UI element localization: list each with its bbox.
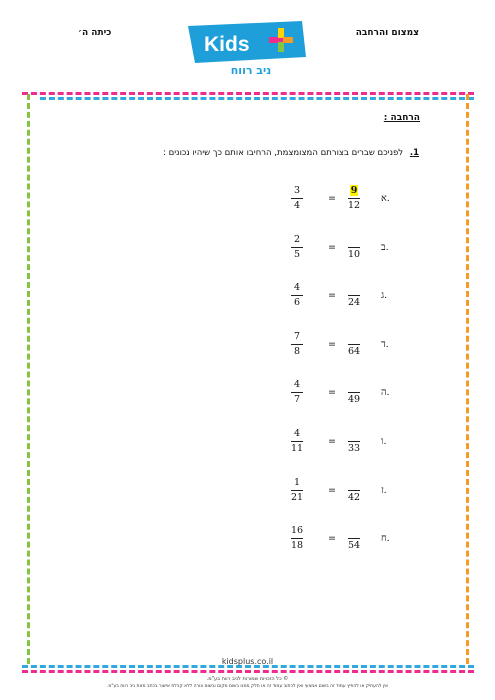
denominator: 18 [290,540,304,552]
exercise-letter: ה. [381,387,390,399]
given-fraction [287,331,307,358]
exercise-letter: ג. [381,290,388,302]
answer-numerator[interactable] [344,525,364,538]
answer-fraction [344,477,364,504]
exercise-row [0,477,495,517]
exercise-row [0,234,495,274]
numerator: 4 [293,428,301,439]
exercise-row [0,331,495,371]
exercise-letter: ח. [381,533,390,545]
section-title: הרחבה : [383,113,420,123]
answer-denominator: 24 [347,297,361,309]
answer-fraction [344,525,364,552]
exercise-letter: א. [381,193,390,204]
denominator: 7 [293,394,301,406]
given-fraction [287,477,307,504]
site-url: kidsplus.co.il [221,657,274,666]
denominator: 4 [293,200,301,211]
border-bottom-pink [22,670,474,673]
denominator: 8 [293,345,301,357]
answer-denominator: 33 [347,443,361,454]
answer-denominator: 12 [347,200,361,211]
equals-sign: = [328,436,336,447]
given-fraction [287,185,307,212]
denominator: 11 [290,443,304,454]
given-fraction [287,234,307,261]
numerator: 3 [293,185,301,196]
instruction [163,148,419,158]
exercise-row [0,525,495,565]
answer-numerator[interactable] [344,477,364,490]
answer-denominator: 54 [347,540,361,552]
answer-value: 9 [350,185,358,196]
answer-denominator: 49 [347,394,361,406]
denominator: 6 [293,297,301,309]
answer-numerator[interactable] [344,428,364,441]
answer-numerator[interactable] [344,234,364,247]
answer-denominator: 10 [347,248,361,260]
equals-sign: = [328,290,336,302]
svg-text:ניב רווח: ניב רווח [230,64,272,77]
grade-label: כיתה ה׳ [78,28,112,38]
answer-numerator[interactable] [344,282,364,295]
answer-fraction [344,428,364,455]
answer-fraction [344,331,364,358]
border-top-pink [22,92,474,95]
numerator: 16 [290,525,304,537]
answer-fraction [344,282,364,309]
numerator: 4 [293,379,301,391]
answer-numerator[interactable] [344,331,364,344]
given-fraction [287,428,307,455]
exercise-letter: ז. [381,484,387,496]
worksheet-subject: צמצום והרחבה [355,28,419,38]
copyright: © כל הזכויות שמורות לניב רווח בע"מ. [206,676,289,682]
numerator: 4 [293,282,301,294]
denominator: 5 [293,248,301,260]
exercise-letter: ו. [381,436,387,447]
exercise-row [0,185,495,225]
answer-fraction [344,185,364,212]
exercise-row [0,428,495,468]
answer-fraction [344,379,364,406]
given-fraction [287,282,307,309]
equals-sign: = [328,533,336,545]
exercise-letter: ב. [381,241,389,253]
exercise-letter: ד. [381,338,389,350]
numerator: 1 [293,476,301,488]
equals-sign: = [328,338,336,350]
denominator: 21 [290,491,304,503]
equals-sign: = [328,241,336,253]
numerator: 7 [293,330,301,342]
answer-numerator[interactable] [344,379,364,392]
border-top-blue [40,97,474,100]
answer-fraction [344,234,364,261]
equals-sign: = [328,193,336,204]
kids-plus-logo [186,21,308,79]
legal-notice: אין להעתיק או להפיץ עמוד זה בשום אמצעי ואין לכתוב עמוד זה או חלק ממנו בשום מקום ובשום צורה ללא קבלת אישור בכתב מאת ניב רווח בע"מ. [106,684,389,689]
equals-sign: = [328,484,336,496]
exercise-row [0,379,495,419]
given-fraction [287,525,307,552]
exercise-row [0,282,495,322]
answer-denominator: 42 [347,491,361,503]
instruction-text: לפניכם שברים בצורתם המצומצמת, הרחיבו אותם כך שיהיו נכונים : [163,148,404,158]
answer-numerator[interactable] [344,185,364,198]
given-fraction [287,379,307,406]
numerator: 2 [293,233,301,245]
equals-sign: = [328,387,336,399]
svg-text:Kids: Kids [204,33,250,56]
question-number: 1. [409,148,419,158]
answer-denominator: 64 [347,345,361,357]
